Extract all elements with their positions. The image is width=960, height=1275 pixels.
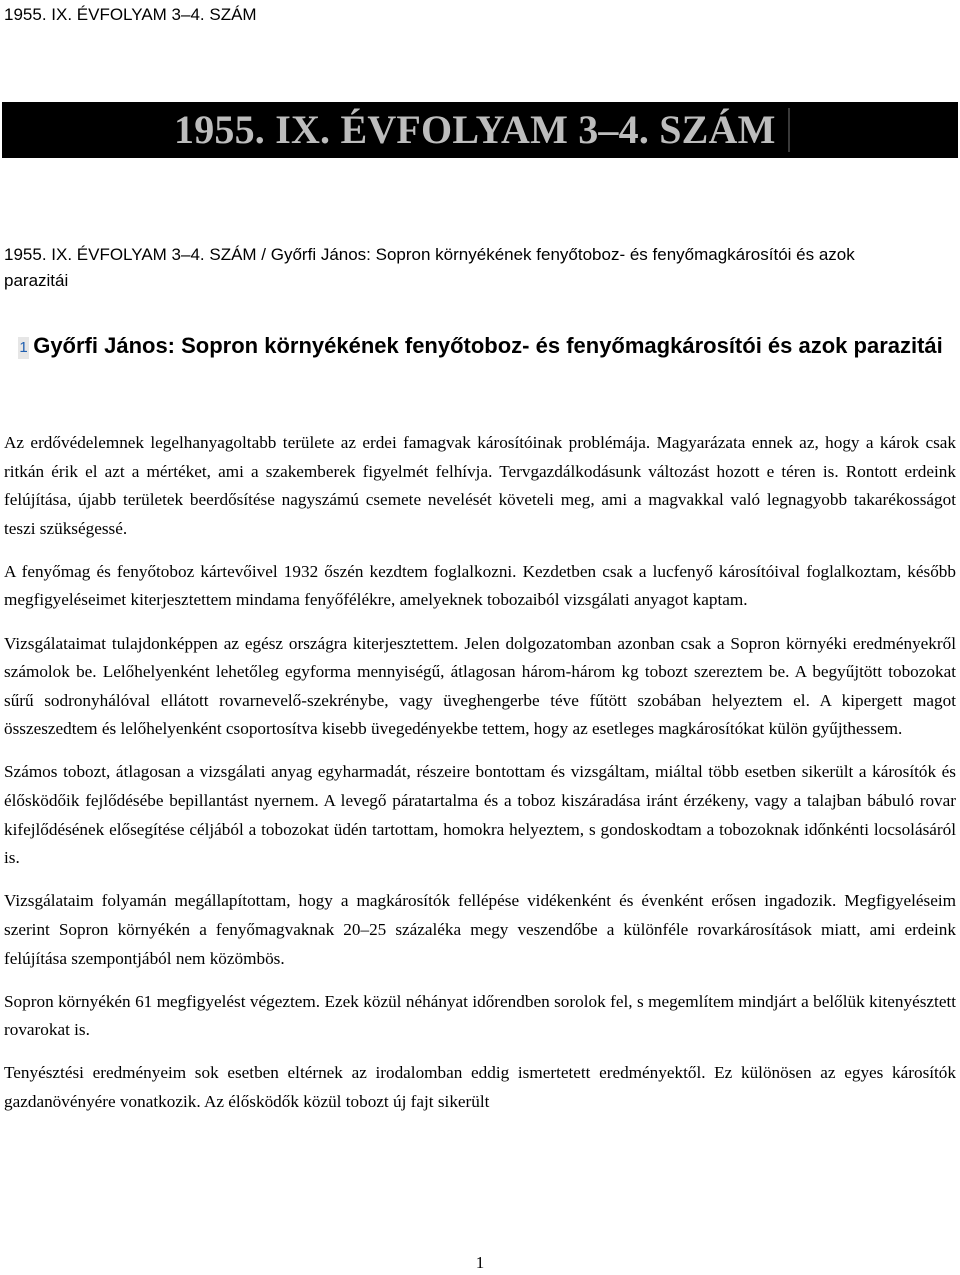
paragraph: Vizsgálataimat tulajdonképpen az egész országra kiterjesztettem. Jelen dolgozatomban azonban csak a Sopron környéki eredményekről számolok be. Lelőhelyenként lehetőleg egyforma mennyiségű, átlagosan három-három kg tobozt szereztem be. A begyűjtött tobozokat sűrű sodronyhálóval ellátott rovarnevelő-szekrénybe, vagy üveghengerbe téve fűtött szobában helyeztem el. A kipergett magot összeszedtem és lelőhelyenként csoportosítva kisebb üvegedényekbe tettem, hogy az esetleges magkárosítókat külön gyűjthessem. bbox=[4, 633, 956, 739]
paragraph: Sopron környékén 61 megfigyelést végeztem. Ezek közül néhányat időrendben sorolok fel, s megemlítem mindjárt a belőlük kitenyésztett rovarokat is. bbox=[4, 991, 956, 1040]
paragraph: Tenyésztési eredményeim sok esetben eltérnek az irodalomban eddig ismertetett eredményektől. Ez különösen az egyes károsítók gazdanövényére vonatkozik. Az élősködők közül tobozt új fajt sikerült bbox=[4, 1063, 956, 1111]
banner-divider bbox=[788, 108, 790, 152]
article-body bbox=[4, 429, 956, 1131]
paragraph: Az erdővédelemnek legelhanyagoltabb területe az erdei famagvak károsítóinak problémája. Magyarázata ennek az, hogy a károk csak ritkán érik el azt a mértéket, ami a szakemberek figyelmét felhívja. Tervgazdálkodásunk változást hozott e téren is. Rontott erdeink felújítása, újabb területek beerdősítése nagyszámú csemete nevelését követeli meg, ami a magvakkal való legnagyobb takarékosságot teszi szükségessé. bbox=[4, 433, 956, 538]
page-marker-icon[interactable]: 1 bbox=[18, 337, 29, 359]
page-number: 1 bbox=[475, 1253, 485, 1272]
journal-banner bbox=[2, 102, 958, 158]
paragraph: Számos tobozt, átlagosan a vizsgálati anyag egyharmadát, részeire bontottam és vizsgáltam, miáltal több esetben sikerült a károsítók és élősködőik fejlődésébe bepillantást nyernem. A levegő páratartalma és a toboz kiszáradása iránt érzékeny, vagy a talajban bábuló rovar kifejlődésének elősegítése céljából a tobozokat üdén tartottam, homokra helyeztem, s gondoskodtam a tobozoknak időnkénti locsolásáról is. bbox=[4, 762, 956, 868]
running-head: 1955. IX. ÉVFOLYAM 3–4. SZÁM bbox=[4, 5, 257, 24]
article-title: Győrfi János: Sopron környékének fenyőtoboz- és fenyőmagkárosítói és azok parazitái bbox=[33, 333, 943, 358]
paragraph: A fenyőmag és fenyőtoboz kártevőivel 1932 őszén kezdtem foglalkozni. Kezdetben csak a lucfenyő károsítóival foglalkoztam, később megfigyeléseimet kiterjesztettem mindama fenyőfélékre, amelyeknek tobozaiból vizsgálati anyagot kaptam. bbox=[4, 561, 956, 610]
paragraph: Vizsgálataim folyamán megállapítottam, hogy a magkárosítók fellépése vidékenként és évenként erősen ingadozik. Megfigyeléseim szerint Sopron környékén a fenyőmagvaknak 20–25 százaléka megy veszendőbe a különféle rovarkárosítások miatt, ami erdeink felújítása szempontjából nem közömbös. bbox=[4, 891, 956, 968]
breadcrumb[interactable]: 1955. IX. ÉVFOLYAM 3–4. SZÁM / Győrfi János: Sopron környékének fenyőtoboz- és fenyőmagkárosítói és azok parazitái bbox=[4, 245, 855, 290]
banner-title: 1955. IX. ÉVFOLYAM 3–4. SZÁM bbox=[174, 107, 776, 152]
